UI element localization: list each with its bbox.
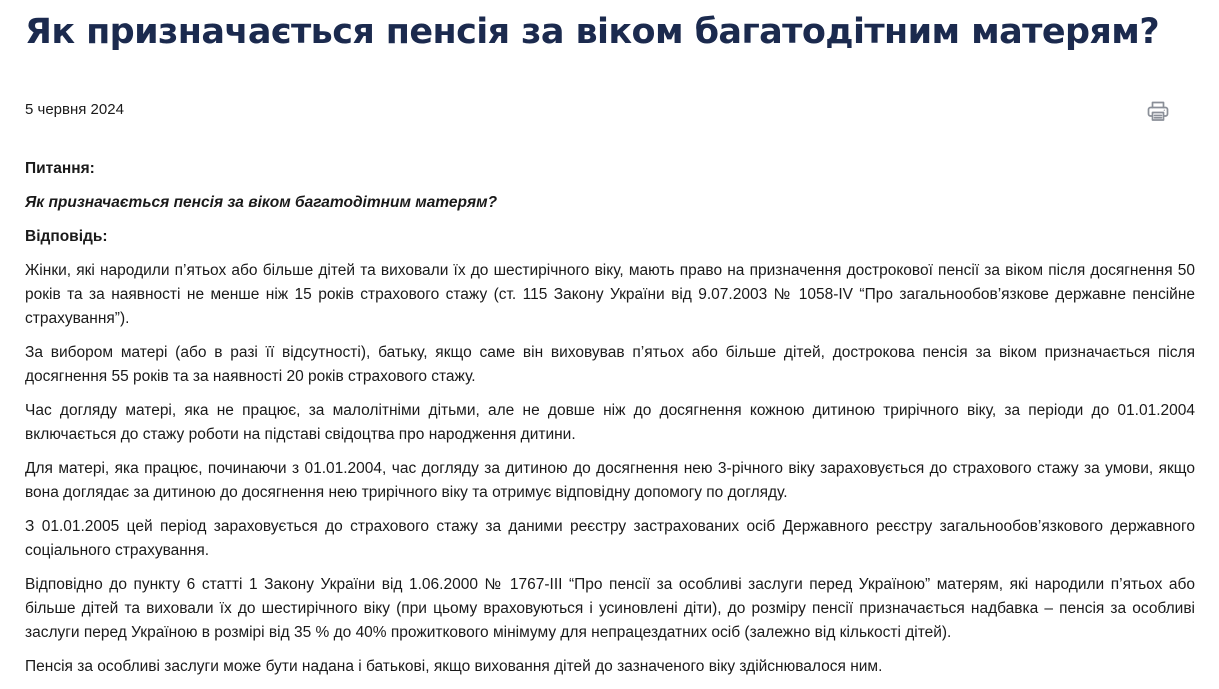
paragraph: З 01.01.2005 цей період зараховується до страхового стажу за даними реєстру застрахованих осіб Державного реєстру загальнообов’язкового державного соціального страхування. — [25, 518, 1195, 559]
paragraph: Жінки, які народили п’ятьох або більше дітей та виховали їх до шестирічного віку, мають право на призначення дострокової пенсії за віком після досягнення 50 років та за наявності не менше ніж 15 років страхового стажу (ст. 115 Закону України від 9.07.2003 № 1058-IV “Про загальнообов’язкове державне пенсійне страхування”). — [25, 262, 1195, 327]
paragraph: Пенсія за особливі заслуги може бути надана і батькові, якщо виховання дітей до зазначеного віку здійснювалося ним. — [25, 658, 883, 675]
answer-label: Відповідь: — [25, 228, 108, 245]
question-text: Як призначається пенсія за віком багатодітним матерям? — [25, 194, 498, 211]
article-body — [25, 157, 1195, 689]
paragraph: Для матері, яка працює, починаючи з 01.01.2004, час догляду за дитиною до досягнення нею 3-річного віку зараховується до страхового стажу за умови, якщо вона доглядає за дитиною до досягнення нею трирічного віку та отримує відповідну допомогу по догляду. — [25, 460, 1195, 501]
print-button[interactable] — [1146, 99, 1170, 123]
paragraph: Відповідно до пункту 6 статті 1 Закону України від 1.06.2000 № 1767-ІІІ “Про пенсії за особливі заслуги перед Україною” матерям, які народили п’ятьох або більше дітей та виховали їх до шестирічного віку (при цьому враховуються і усиновлені діти), до розміру пенсії призначається надбавка – пенсія за особливі заслуги перед Україною в розмірі від 35 % до 40% прожиткового мінімуму для непрацездатних осіб (залежно від кількості дітей). — [25, 576, 1195, 641]
article-meta — [25, 99, 1170, 123]
publish-date: 5 червня 2024 — [25, 101, 124, 118]
page-title: Як призначається пенсія за віком багатодітним матерям? — [25, 12, 1160, 52]
paragraph: Час догляду матері, яка не працює, за малолітніми дітьми, але не довше ніж до досягнення кожною дитиною трирічного віку, за періоди до 01.01.2004 включається до стажу роботи на підставі свідоцтва про народження дитини. — [25, 402, 1195, 443]
question-label: Питання: — [25, 160, 95, 177]
paragraph: За вибором матері (або в разі її відсутності), батьку, якщо саме він виховував п’ятьох або більше дітей, дострокова пенсія за віком призначається після досягнення 55 років та за наявності 20 років страхового стажу. — [25, 344, 1195, 385]
printer-icon — [1146, 99, 1170, 123]
